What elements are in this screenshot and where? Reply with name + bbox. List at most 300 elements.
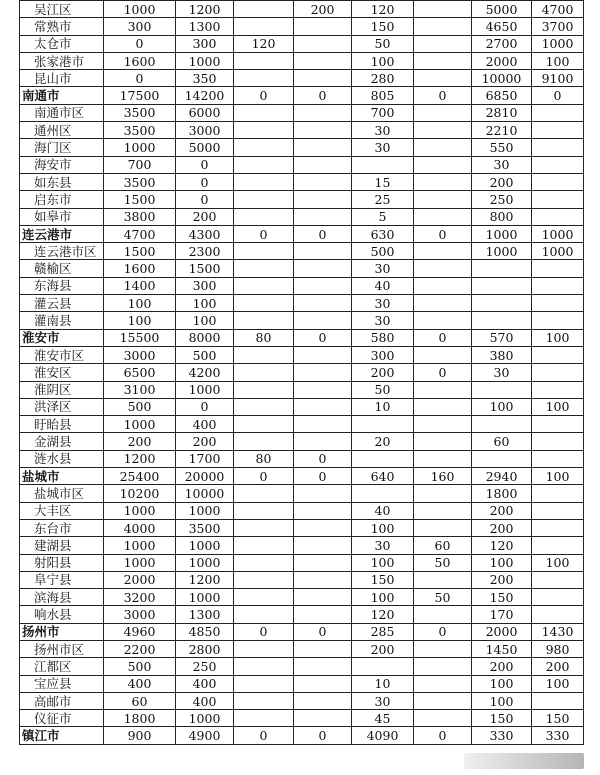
- region-name-cell: 如皋市: [20, 208, 104, 225]
- region-name-cell: 射阳县: [20, 554, 104, 571]
- region-name-cell: 海安市: [20, 156, 104, 173]
- value-cell: 300: [176, 35, 234, 52]
- value-cell: 630: [352, 225, 414, 242]
- value-cell: 1000: [532, 225, 584, 242]
- value-cell: 2300: [176, 243, 234, 260]
- table-row: [20, 70, 584, 87]
- value-cell: 10: [352, 675, 414, 692]
- value-cell: 150: [472, 589, 532, 606]
- table-row: [20, 554, 584, 571]
- value-cell: 150: [352, 571, 414, 588]
- value-cell: 4960: [104, 623, 176, 640]
- value-cell: 0: [234, 468, 294, 485]
- value-cell: 50: [414, 589, 472, 606]
- value-cell: [234, 537, 294, 554]
- value-cell: 4090: [352, 727, 414, 744]
- region-name-cell: 海门区: [20, 139, 104, 156]
- region-name-cell: 响水县: [20, 606, 104, 623]
- value-cell: 200: [532, 658, 584, 675]
- value-cell: 330: [532, 727, 584, 744]
- value-cell: [234, 122, 294, 139]
- value-cell: 0: [414, 623, 472, 640]
- value-cell: 3000: [176, 122, 234, 139]
- value-cell: 120: [234, 35, 294, 52]
- value-cell: [234, 416, 294, 433]
- value-cell: [414, 70, 472, 87]
- value-cell: 30: [472, 364, 532, 381]
- value-cell: 1000: [104, 554, 176, 571]
- region-name-cell: 赣榆区: [20, 260, 104, 277]
- value-cell: [414, 18, 472, 35]
- region-name-cell: 东海县: [20, 277, 104, 294]
- region-name-cell: 江都区: [20, 658, 104, 675]
- value-cell: 6000: [176, 104, 234, 121]
- value-cell: [234, 104, 294, 121]
- value-cell: 0: [176, 398, 234, 415]
- value-cell: 1200: [176, 1, 234, 18]
- value-cell: [414, 710, 472, 727]
- value-cell: [234, 554, 294, 571]
- value-cell: [472, 381, 532, 398]
- value-cell: [352, 156, 414, 173]
- value-cell: 150: [472, 710, 532, 727]
- value-cell: [414, 191, 472, 208]
- value-cell: 4700: [532, 1, 584, 18]
- value-cell: 400: [176, 416, 234, 433]
- region-name-cell: 连云港市: [20, 225, 104, 242]
- region-name-cell: 太仓市: [20, 35, 104, 52]
- region-name-cell: 金湖县: [20, 433, 104, 450]
- value-cell: 500: [104, 658, 176, 675]
- value-cell: 1800: [104, 710, 176, 727]
- region-name-cell: 建湖县: [20, 537, 104, 554]
- data-table: [19, 0, 584, 745]
- value-cell: [294, 122, 352, 139]
- table-row: [20, 104, 584, 121]
- table-row: [20, 139, 584, 156]
- value-cell: 805: [352, 87, 414, 104]
- value-cell: 15: [352, 173, 414, 190]
- value-cell: 400: [176, 692, 234, 709]
- region-name-cell: 南通市区: [20, 104, 104, 121]
- value-cell: [532, 312, 584, 329]
- table-row: [20, 277, 584, 294]
- table-row: [20, 381, 584, 398]
- table-row: [20, 658, 584, 675]
- value-cell: [294, 139, 352, 156]
- value-cell: 25: [352, 191, 414, 208]
- value-cell: 2210: [472, 122, 532, 139]
- value-cell: [472, 277, 532, 294]
- value-cell: 30: [352, 537, 414, 554]
- value-cell: 0: [234, 87, 294, 104]
- value-cell: [294, 104, 352, 121]
- value-cell: 1000: [104, 502, 176, 519]
- value-cell: 100: [104, 295, 176, 312]
- value-cell: 285: [352, 623, 414, 640]
- table-row-city: [20, 87, 584, 104]
- value-cell: [294, 346, 352, 363]
- value-cell: [532, 295, 584, 312]
- region-name-cell: 盐城市: [20, 468, 104, 485]
- value-cell: 0: [104, 35, 176, 52]
- table-row-city: [20, 727, 584, 744]
- value-cell: 50: [352, 381, 414, 398]
- value-cell: 900: [104, 727, 176, 744]
- value-cell: 10200: [104, 485, 176, 502]
- value-cell: 1450: [472, 640, 532, 657]
- value-cell: 30: [352, 139, 414, 156]
- value-cell: [414, 277, 472, 294]
- region-name-cell: 涟水县: [20, 450, 104, 467]
- value-cell: [472, 295, 532, 312]
- value-cell: 0: [294, 87, 352, 104]
- value-cell: 50: [414, 554, 472, 571]
- value-cell: [414, 35, 472, 52]
- value-cell: [532, 191, 584, 208]
- value-cell: 50: [352, 35, 414, 52]
- value-cell: 1000: [176, 381, 234, 398]
- value-cell: 1600: [104, 260, 176, 277]
- value-cell: [234, 243, 294, 260]
- table-row-city: [20, 623, 584, 640]
- value-cell: 0: [414, 87, 472, 104]
- value-cell: [234, 606, 294, 623]
- table-row: [20, 312, 584, 329]
- value-cell: 40: [352, 502, 414, 519]
- value-cell: 1000: [532, 35, 584, 52]
- value-cell: 60: [414, 537, 472, 554]
- value-cell: [294, 173, 352, 190]
- value-cell: 20000: [176, 468, 234, 485]
- value-cell: 1000: [532, 243, 584, 260]
- value-cell: 4200: [176, 364, 234, 381]
- value-cell: [414, 104, 472, 121]
- value-cell: [532, 450, 584, 467]
- value-cell: [294, 589, 352, 606]
- value-cell: [532, 260, 584, 277]
- value-cell: 200: [352, 364, 414, 381]
- value-cell: [532, 692, 584, 709]
- region-name-cell: 东台市: [20, 519, 104, 536]
- value-cell: 30: [352, 260, 414, 277]
- region-name-cell: 镇江市: [20, 727, 104, 744]
- value-cell: 3800: [104, 208, 176, 225]
- value-cell: [532, 416, 584, 433]
- value-cell: [294, 398, 352, 415]
- value-cell: 2940: [472, 468, 532, 485]
- table-row: [20, 398, 584, 415]
- value-cell: [234, 139, 294, 156]
- table-row: [20, 450, 584, 467]
- value-cell: 3100: [104, 381, 176, 398]
- value-cell: [532, 346, 584, 363]
- value-cell: [532, 381, 584, 398]
- value-cell: 30: [472, 156, 532, 173]
- value-cell: 0: [294, 623, 352, 640]
- value-cell: 1200: [104, 450, 176, 467]
- value-cell: 200: [472, 502, 532, 519]
- value-cell: [352, 416, 414, 433]
- value-cell: 170: [472, 606, 532, 623]
- value-cell: [414, 381, 472, 398]
- table-row: [20, 364, 584, 381]
- value-cell: [414, 692, 472, 709]
- value-cell: [234, 485, 294, 502]
- value-cell: [414, 450, 472, 467]
- value-cell: 580: [352, 329, 414, 346]
- value-cell: 200: [472, 173, 532, 190]
- value-cell: [294, 606, 352, 623]
- value-cell: [234, 675, 294, 692]
- value-cell: [234, 381, 294, 398]
- value-cell: 1000: [176, 710, 234, 727]
- value-cell: [234, 18, 294, 35]
- value-cell: 0: [294, 225, 352, 242]
- value-cell: 800: [472, 208, 532, 225]
- value-cell: 0: [176, 173, 234, 190]
- region-name-cell: 连云港市区: [20, 243, 104, 260]
- value-cell: [294, 208, 352, 225]
- value-cell: [234, 364, 294, 381]
- value-cell: [294, 640, 352, 657]
- value-cell: 200: [352, 640, 414, 657]
- value-cell: 100: [472, 675, 532, 692]
- region-name-cell: 灌南县: [20, 312, 104, 329]
- region-name-cell: 阜宁县: [20, 571, 104, 588]
- value-cell: 100: [176, 312, 234, 329]
- value-cell: 1000: [176, 52, 234, 69]
- value-cell: 550: [472, 139, 532, 156]
- value-cell: 1000: [176, 589, 234, 606]
- value-cell: 120: [352, 606, 414, 623]
- value-cell: [414, 658, 472, 675]
- value-cell: [294, 191, 352, 208]
- value-cell: 100: [352, 589, 414, 606]
- table-row: [20, 485, 584, 502]
- value-cell: [234, 640, 294, 657]
- value-cell: 25400: [104, 468, 176, 485]
- value-cell: [294, 537, 352, 554]
- table-row: [20, 35, 584, 52]
- value-cell: [294, 312, 352, 329]
- value-cell: 4900: [176, 727, 234, 744]
- table-row: [20, 243, 584, 260]
- value-cell: 1700: [176, 450, 234, 467]
- value-cell: 1300: [176, 606, 234, 623]
- value-cell: 45: [352, 710, 414, 727]
- value-cell: 100: [472, 398, 532, 415]
- value-cell: 100: [532, 52, 584, 69]
- value-cell: 80: [234, 450, 294, 467]
- value-cell: 300: [104, 18, 176, 35]
- value-cell: 2000: [104, 571, 176, 588]
- value-cell: 1000: [176, 554, 234, 571]
- value-cell: [234, 658, 294, 675]
- value-cell: [294, 658, 352, 675]
- table-row: [20, 675, 584, 692]
- value-cell: 1000: [176, 502, 234, 519]
- value-cell: [234, 502, 294, 519]
- value-cell: [414, 260, 472, 277]
- value-cell: [294, 710, 352, 727]
- table-row: [20, 433, 584, 450]
- value-cell: [294, 416, 352, 433]
- value-cell: [234, 70, 294, 87]
- value-cell: [352, 658, 414, 675]
- value-cell: 1000: [176, 537, 234, 554]
- value-cell: 0: [176, 156, 234, 173]
- value-cell: [414, 156, 472, 173]
- value-cell: [294, 70, 352, 87]
- value-cell: [414, 433, 472, 450]
- value-cell: 10: [352, 398, 414, 415]
- table-row-city: [20, 468, 584, 485]
- value-cell: [294, 18, 352, 35]
- value-cell: [294, 52, 352, 69]
- table-row: [20, 710, 584, 727]
- value-cell: [532, 502, 584, 519]
- value-cell: 100: [472, 692, 532, 709]
- value-cell: [532, 208, 584, 225]
- value-cell: 700: [352, 104, 414, 121]
- value-cell: 200: [294, 1, 352, 18]
- value-cell: [472, 312, 532, 329]
- value-cell: [414, 416, 472, 433]
- value-cell: 0: [414, 225, 472, 242]
- region-name-cell: 大丰区: [20, 502, 104, 519]
- value-cell: [532, 122, 584, 139]
- value-cell: [472, 416, 532, 433]
- value-cell: [532, 519, 584, 536]
- value-cell: 100: [532, 675, 584, 692]
- table-row: [20, 208, 584, 225]
- region-name-cell: 如东县: [20, 173, 104, 190]
- value-cell: [234, 173, 294, 190]
- value-cell: [234, 692, 294, 709]
- value-cell: 1000: [104, 416, 176, 433]
- value-cell: 1600: [104, 52, 176, 69]
- value-cell: [294, 554, 352, 571]
- value-cell: 1500: [104, 243, 176, 260]
- value-cell: 9100: [532, 70, 584, 87]
- value-cell: 1000: [104, 139, 176, 156]
- value-cell: [234, 208, 294, 225]
- value-cell: 0: [294, 727, 352, 744]
- value-cell: 10000: [176, 485, 234, 502]
- value-cell: 10000: [472, 70, 532, 87]
- value-cell: [234, 156, 294, 173]
- value-cell: 5000: [472, 1, 532, 18]
- table-row: [20, 571, 584, 588]
- value-cell: [414, 398, 472, 415]
- region-name-cell: 淮安市区: [20, 346, 104, 363]
- value-cell: 500: [176, 346, 234, 363]
- table-row: [20, 173, 584, 190]
- region-name-cell: 洪泽区: [20, 398, 104, 415]
- value-cell: 1800: [472, 485, 532, 502]
- value-cell: [294, 260, 352, 277]
- value-cell: 3000: [104, 346, 176, 363]
- table-row: [20, 519, 584, 536]
- value-cell: [234, 312, 294, 329]
- table-row-city: [20, 225, 584, 242]
- value-cell: [294, 485, 352, 502]
- value-cell: 1200: [176, 571, 234, 588]
- value-cell: 2000: [472, 623, 532, 640]
- value-cell: [234, 398, 294, 415]
- value-cell: 4000: [104, 519, 176, 536]
- value-cell: 280: [352, 70, 414, 87]
- value-cell: [294, 277, 352, 294]
- value-cell: [532, 104, 584, 121]
- value-cell: 150: [352, 18, 414, 35]
- value-cell: [352, 450, 414, 467]
- table-row: [20, 260, 584, 277]
- table-row: [20, 589, 584, 606]
- value-cell: 20: [352, 433, 414, 450]
- value-cell: 0: [234, 727, 294, 744]
- value-cell: [294, 381, 352, 398]
- value-cell: 200: [104, 433, 176, 450]
- value-cell: 1000: [104, 1, 176, 18]
- table-row-city: [20, 329, 584, 346]
- value-cell: [414, 519, 472, 536]
- value-cell: 1500: [104, 191, 176, 208]
- value-cell: [294, 243, 352, 260]
- value-cell: 5000: [176, 139, 234, 156]
- value-cell: [414, 502, 472, 519]
- value-cell: 100: [352, 554, 414, 571]
- table-row: [20, 346, 584, 363]
- value-cell: [532, 173, 584, 190]
- table-row: [20, 122, 584, 139]
- region-name-cell: 淮阴区: [20, 381, 104, 398]
- region-name-cell: 常熟市: [20, 18, 104, 35]
- table-row: [20, 191, 584, 208]
- value-cell: [294, 692, 352, 709]
- value-cell: [532, 589, 584, 606]
- value-cell: 30: [352, 692, 414, 709]
- value-cell: [532, 139, 584, 156]
- value-cell: 0: [532, 87, 584, 104]
- value-cell: [414, 52, 472, 69]
- value-cell: 3500: [176, 519, 234, 536]
- value-cell: 100: [532, 468, 584, 485]
- value-cell: 400: [176, 675, 234, 692]
- value-cell: [234, 589, 294, 606]
- value-cell: 40: [352, 277, 414, 294]
- value-cell: 300: [176, 277, 234, 294]
- value-cell: [414, 640, 472, 657]
- value-cell: 400: [104, 675, 176, 692]
- value-cell: 2000: [472, 52, 532, 69]
- value-cell: 80: [234, 329, 294, 346]
- table-row: [20, 52, 584, 69]
- value-cell: 0: [414, 329, 472, 346]
- table-row: [20, 502, 584, 519]
- value-cell: 14200: [176, 87, 234, 104]
- value-cell: 0: [234, 225, 294, 242]
- region-name-cell: 吴江区: [20, 1, 104, 18]
- value-cell: [234, 260, 294, 277]
- value-cell: 100: [532, 554, 584, 571]
- value-cell: 60: [104, 692, 176, 709]
- value-cell: 100: [352, 52, 414, 69]
- table-row: [20, 606, 584, 623]
- value-cell: 200: [176, 433, 234, 450]
- value-cell: 6850: [472, 87, 532, 104]
